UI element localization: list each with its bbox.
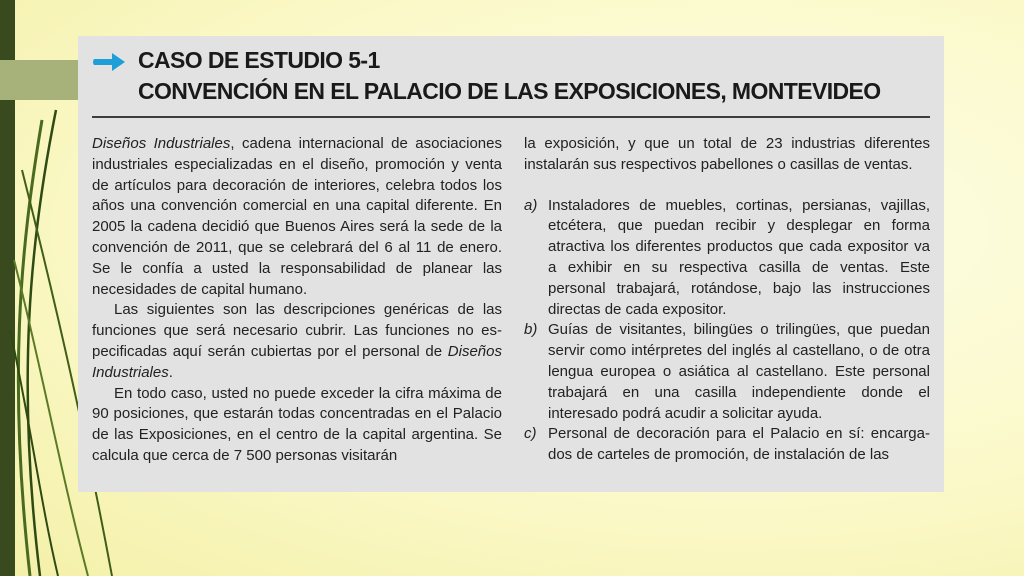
list-item-text: Instaladores de muebles, cortinas, persianas, vajillas, etcétera, que puedan recibir y desplegar en forma atractiva los diferentes productos que cada expositor va a exhibir en su respectiva casilla de ventas. Este personal trabajará, rotándose, bajo las instrucciones directas de cada expositor. [548, 196, 930, 318]
list-item-text: Personal de decoración para el Palacio en sí: encargados de carteles de promoción, de instalación de las [548, 425, 930, 464]
list-item [524, 196, 930, 321]
case-study-body [92, 134, 930, 474]
case-study-title: CASO DE ESTUDIO 5-1 [138, 47, 380, 73]
list-marker: b) [524, 321, 538, 339]
list-item [524, 320, 930, 424]
list-item [524, 424, 930, 466]
list-marker: a) [524, 196, 538, 214]
case-study-card [78, 36, 944, 492]
paragraph-intro: Diseños Industriales, cadena internacional de asociaciones industriales especializadas en el diseño, promoción y venta de artículos para decoración de interiores, celebra todos los años una convención comercial en una capital diferente. En 2005 la cadena decidió que Buenos Aires será la sede de la convención de 2011, que se celebrará del 6 al 11 de enero. Se le confía a usted la responsabilidad de planear las necesidades de capital humano. [92, 135, 502, 298]
arrow-right-icon [92, 52, 126, 72]
company-name: Diseños Industriales [92, 342, 502, 381]
list-marker: c) [524, 425, 537, 443]
paragraph-limit: En todo caso, usted no puede exceder la cifra máxima de 90 posiciones, que estarán todas concentradas en el Palacio de las Exposiciones, en el centro de la capital argentina. Se calcula que cerca de 7 500 personas visitarán [92, 384, 502, 464]
list-item-text: Guías de visitantes, bilingües o trilingües, que puedan servir como intérpretes del inglés al castellano, o de otra lengua europea o asiática al castellano. Este personal trabajará en una casilla independiente donde el interesado podrá acudir a solicitar ayuda. [548, 321, 930, 422]
case-study-header [78, 36, 944, 118]
paragraph-functions: Las siguientes son las descripciones genéricas de las funciones que será necesario cubrir. Las funciones no especificadas aquí serán cubiertas por el personal de Diseños Industriales. [92, 301, 502, 381]
right-text-column [524, 134, 930, 466]
paragraph-continuation: la exposición, y que un total de 23 industrias diferentes instalarán sus respectivos pabellones o casillas de ventas. [524, 135, 930, 173]
header-divider [92, 116, 930, 118]
case-study-subtitle: CONVENCIÓN EN EL PALACIO DE LAS EXPOSICIONES, MONTEVIDEO [138, 78, 881, 104]
company-name: Diseños Industriales [92, 135, 231, 152]
left-text-column [92, 134, 502, 467]
